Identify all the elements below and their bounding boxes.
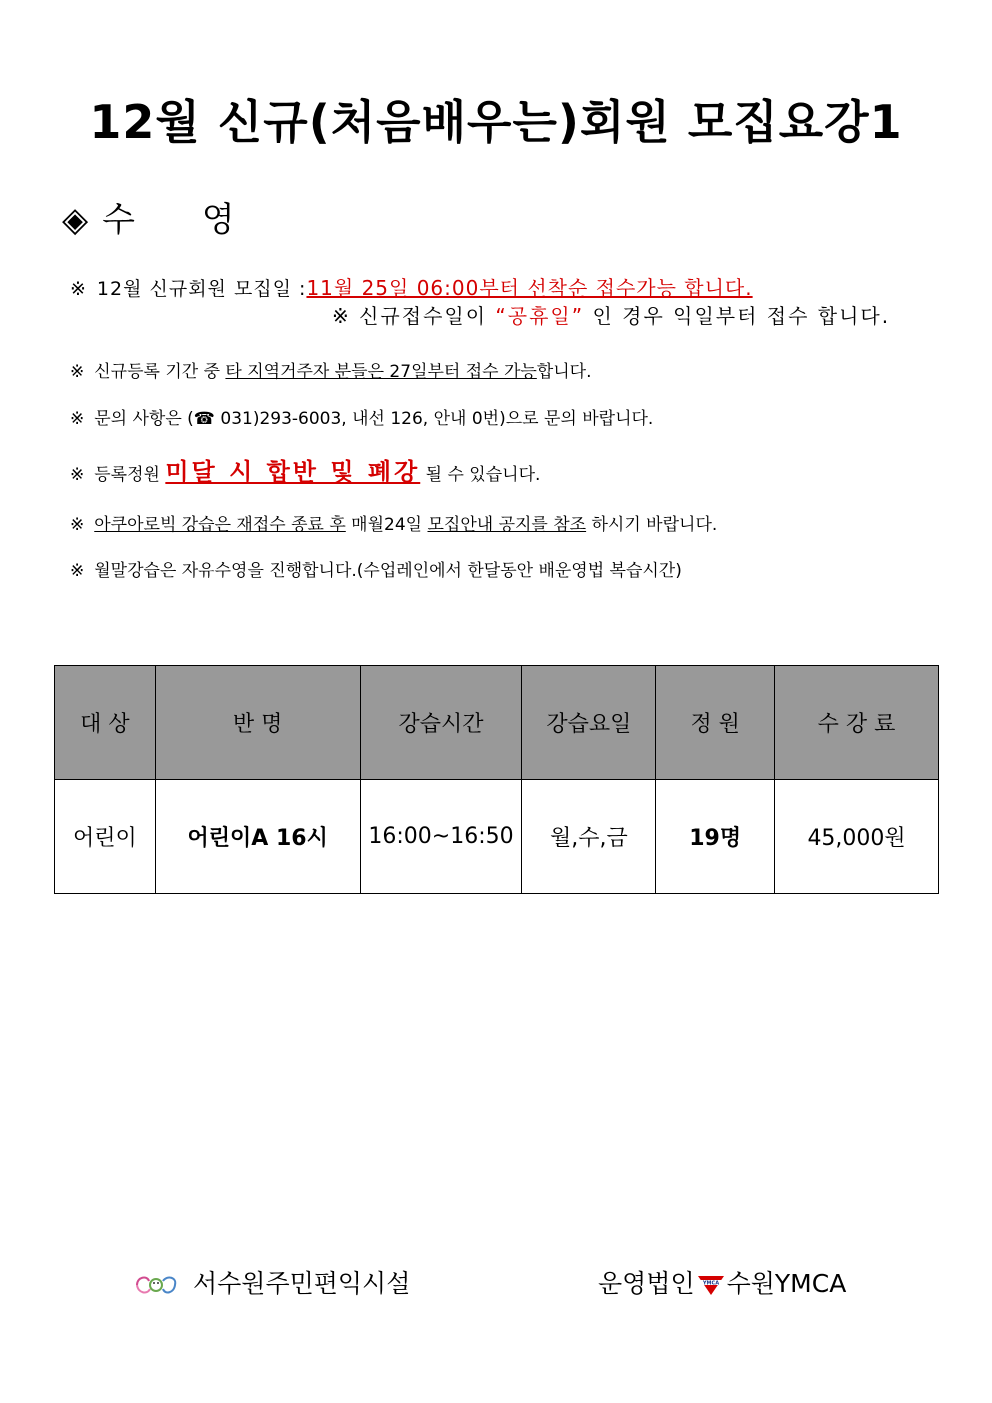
holiday-text-post: 인 경우 익일부터 접수 합니다.	[584, 304, 891, 328]
capacity-warning: 미달 시 합반 및 폐강	[165, 458, 421, 486]
operator-name: 수원YMCA	[726, 1269, 847, 1298]
header-target: 대 상	[55, 666, 156, 780]
capacity-post: 될 수 있습니다.	[420, 465, 541, 485]
month-end-text: 월말강습은 자유수영을 진행합니다.(수업레인에서 한달동안 배운영법 복습시간)	[94, 561, 682, 581]
inquiry-text: 문의 사항은 (☎ 031)293-6003, 내선 126, 안내 0번)으로 문의 바랍니다.	[94, 409, 654, 429]
other-region-underlined: 타 지역거주자 분들은 27일부터 접수 가능	[225, 362, 537, 382]
holiday-text-pre: ※ 신규접수일이	[332, 304, 496, 328]
svg-text:YMCA: YMCA	[702, 1280, 719, 1287]
section-label: 수 영	[102, 200, 263, 240]
footer-facility	[133, 1264, 410, 1300]
header-class-time: 강습시간	[360, 666, 522, 780]
other-region-pre: 신규등록 기간 중	[94, 362, 226, 382]
section-heading	[62, 192, 263, 241]
reference-mark-icon: ※	[70, 561, 85, 581]
header-class-days: 강습요일	[522, 666, 656, 780]
reference-mark-icon: ※	[70, 278, 87, 300]
recruit-date-value: 11월 25일 06:00부터 선착순 접수가능 합니다.	[306, 276, 753, 300]
facility-name: 서수원주민편익시설	[193, 1269, 411, 1298]
reference-mark-icon: ※	[70, 465, 85, 485]
header-capacity: 정 원	[656, 666, 775, 780]
capacity-pre: 등록정원	[94, 465, 166, 485]
reference-mark-icon: ※	[70, 515, 85, 535]
reference-mark-icon: ※	[70, 409, 85, 429]
page-title: 12월 신규(처음배우는)회원 모집요강1	[89, 95, 903, 149]
notice-recruit-date	[70, 272, 753, 301]
facility-logo-icon	[133, 1273, 179, 1297]
header-class-name: 반 명	[155, 666, 360, 780]
cell-class-days: 월,수,금	[522, 780, 656, 894]
notice-capacity	[70, 452, 540, 487]
notice-inquiry	[70, 404, 653, 429]
notice-other-region	[70, 357, 592, 382]
recruit-date-label: 12월 신규회원 모집일 :	[96, 278, 307, 300]
cell-capacity: 19명	[656, 780, 775, 894]
cell-class-time: 16:00~16:50	[360, 780, 522, 894]
table-row	[55, 780, 939, 894]
table-header-row	[55, 666, 939, 780]
holiday-keyword: “공휴일”	[495, 304, 585, 328]
notice-month-end	[70, 556, 682, 581]
aquarobics-underlined-1: 아쿠아로빅 강습은 재접수 종료 후	[94, 515, 346, 535]
course-table	[54, 665, 939, 894]
other-region-post: 합니다.	[536, 362, 592, 382]
aquarobics-post: 하시기 바랍니다.	[586, 515, 718, 535]
cell-target: 어린이	[55, 780, 156, 894]
header-fee: 수 강 료	[775, 666, 939, 780]
aquarobics-underlined-2: 모집안내 공지를 참조	[427, 515, 587, 535]
footer-operator	[598, 1264, 846, 1300]
ymca-logo-icon	[697, 1274, 725, 1296]
aquarobics-mid: 매월24일	[345, 515, 428, 535]
notice-aquarobics	[70, 510, 717, 535]
notice-holiday	[332, 300, 890, 329]
reference-mark-icon: ※	[70, 362, 85, 382]
operator-label: 운영법인	[598, 1269, 695, 1298]
cell-class-name: 어린이A 16시	[155, 780, 360, 894]
cell-fee: 45,000원	[775, 780, 939, 894]
diamond-icon: ◈	[62, 200, 89, 240]
